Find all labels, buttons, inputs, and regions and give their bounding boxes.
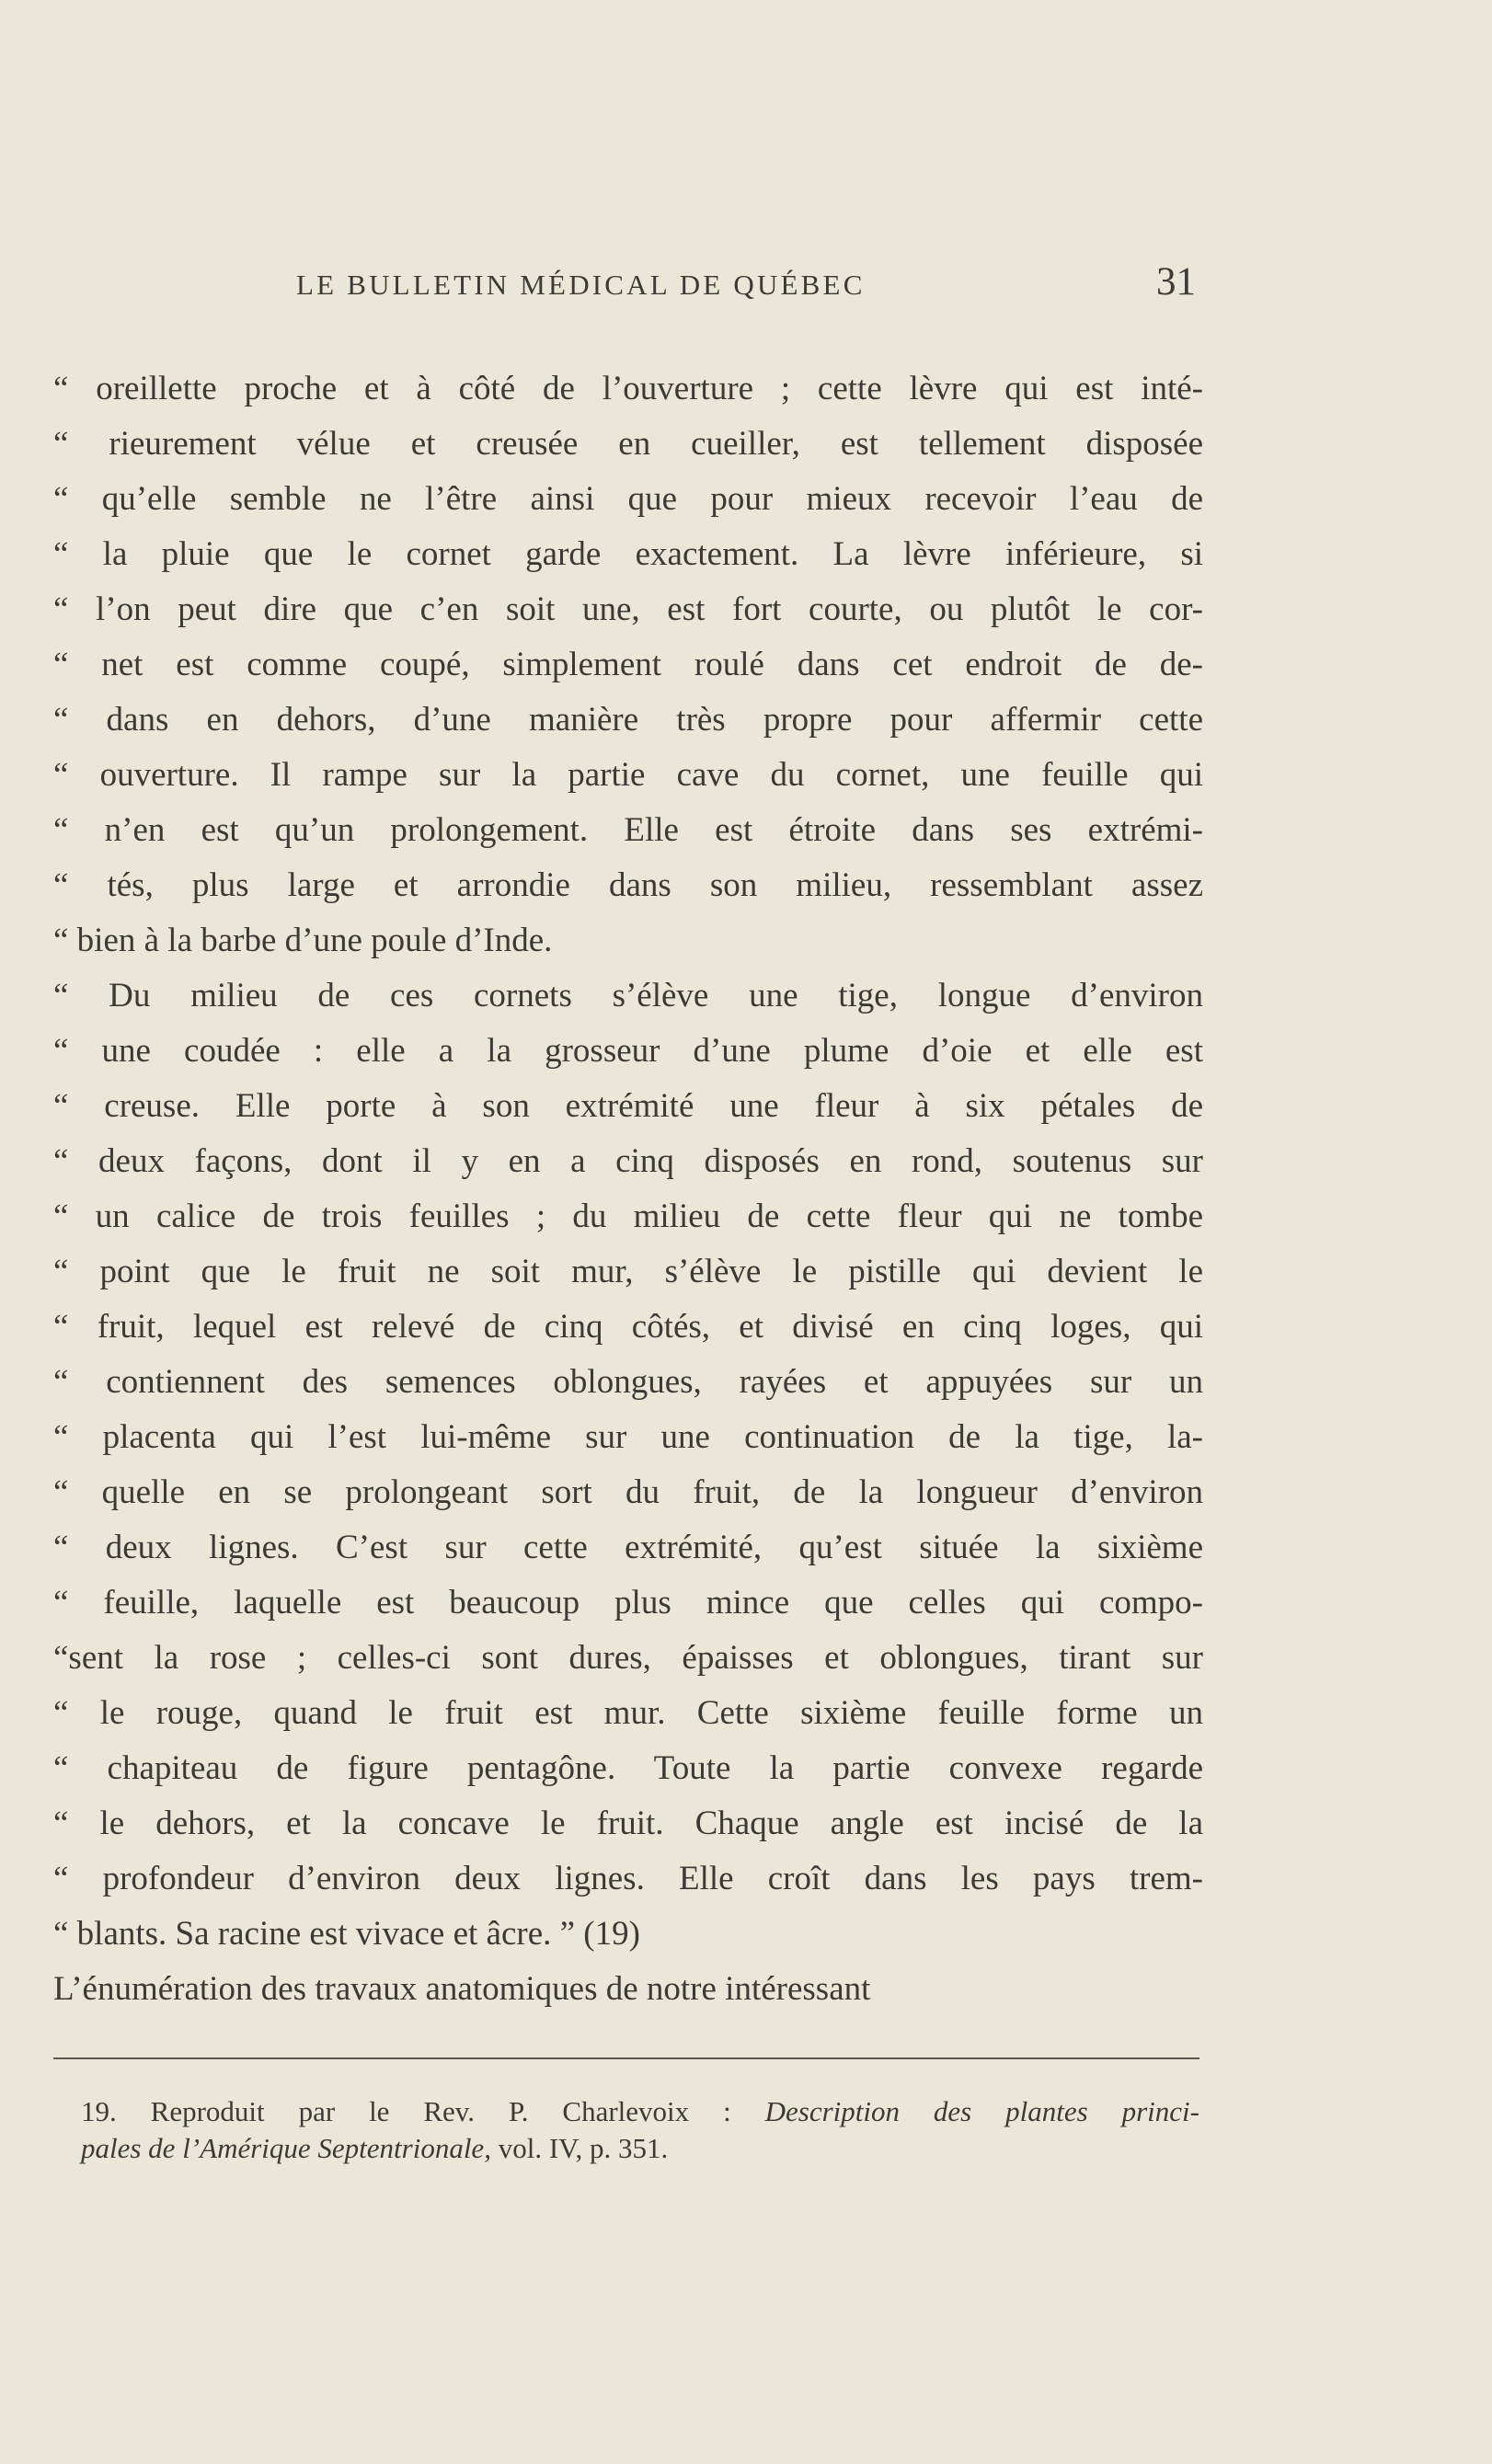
- footnote-line: [81, 2130, 1199, 2167]
- text-line: “ fruit, lequel est relevé de cinq côtés, et divisé en cinq loges, qui: [53, 1308, 1203, 1346]
- footnote-text: 19. Reproduit par le Rev. P. Charlevoix :: [81, 2095, 765, 2127]
- text-line: “ qu’elle semble ne l’être ainsi que pour mieux recevoir l’eau de: [53, 480, 1203, 518]
- page-header: [296, 259, 1196, 315]
- text-line: “sent la rose ; celles-ci sont dures, épaisses et oblongues, tirant sur: [53, 1639, 1203, 1677]
- text-line: “ tés, plus large et arrondie dans son milieu, ressemblant assez: [53, 866, 1203, 904]
- footnote-divider: [53, 2057, 1199, 2059]
- text-line: “ net est comme coupé, simplement roulé dans cet endroit de de-: [53, 646, 1203, 683]
- text-line: “ blants. Sa racine est vivace et âcre. ” (19): [53, 1915, 640, 1953]
- footnote-title: pales de l’Amérique Septentrionale,: [81, 2132, 491, 2164]
- text-line: “ Du milieu de ces cornets s’élève une tige, longue d’environ: [53, 977, 1203, 1014]
- text-line: “ point que le fruit ne soit mur, s’élève le pistille qui devient le: [53, 1253, 1203, 1290]
- text-line: “ la pluie que le cornet garde exactement. La lèvre inférieure, si: [53, 535, 1203, 573]
- text-line: “ creuse. Elle porte à son extrémité une fleur à six pétales de: [53, 1087, 1203, 1125]
- text-line: “ le dehors, et la concave le fruit. Chaque angle est incisé de la: [53, 1805, 1203, 1842]
- text-line: “ une coudée : elle a la grosseur d’une plume d’oie et elle est: [53, 1032, 1203, 1070]
- text-line: “ oreillette proche et à côté de l’ouverture ; cette lèvre qui est inté-: [53, 370, 1203, 407]
- text-line: “ chapiteau de figure pentagône. Toute la partie convexe regarde: [53, 1749, 1203, 1787]
- text-line: “ deux lignes. C’est sur cette extrémité, qu’est située la sixième: [53, 1529, 1203, 1566]
- text-line: “ un calice de trois feuilles ; du milieu de cette fleur qui ne tombe: [53, 1198, 1203, 1235]
- text-line: “ profondeur d’environ deux lignes. Elle croît dans les pays trem-: [53, 1860, 1203, 1897]
- body-text: [53, 361, 1203, 2017]
- page-number: 31: [1156, 260, 1196, 304]
- text-line: “ ouverture. Il rampe sur la partie cave du cornet, une feuille qui: [53, 756, 1203, 794]
- text-line: “ le rouge, quand le fruit est mur. Cette sixième feuille forme un: [53, 1694, 1203, 1732]
- text-line: “ bien à la barbe d’une poule d’Inde.: [53, 922, 553, 959]
- text-line: “ deux façons, dont il y en a cinq disposés en rond, soutenus sur: [53, 1142, 1203, 1180]
- footnote-line: [81, 2093, 1199, 2130]
- text-line: “ feuille, laquelle est beaucoup plus mince que celles qui compo-: [53, 1584, 1203, 1622]
- text-line: “ rieurement vélue et creusée en cueiller, est tellement disposée: [53, 425, 1203, 463]
- text-line: “ dans en dehors, d’une manière très propre pour affermir cette: [53, 701, 1203, 739]
- running-title: LE BULLETIN MÉDICAL DE QUÉBEC: [296, 269, 866, 301]
- text-line: “ contiennent des semences oblongues, rayées et appuyées sur un: [53, 1363, 1203, 1401]
- footnote-title: Description des plantes princi-: [764, 2095, 1199, 2127]
- text-line: “ n’en est qu’un prolongement. Elle est étroite dans ses extrémi-: [53, 811, 1203, 849]
- text-line: “ placenta qui l’est lui-même sur une continuation de la tige, la-: [53, 1418, 1203, 1456]
- footnote-text: vol. IV, p. 351.: [490, 2132, 669, 2164]
- text-line: “ l’on peut dire que c’en soit une, est fort courte, ou plutôt le cor-: [53, 590, 1203, 628]
- footnote: [81, 2093, 1199, 2167]
- text-line: L’énumération des travaux anatomiques de notre intéressant: [53, 1970, 871, 2008]
- text-line: “ quelle en se prolongeant sort du fruit, de la longueur d’environ: [53, 1473, 1203, 1511]
